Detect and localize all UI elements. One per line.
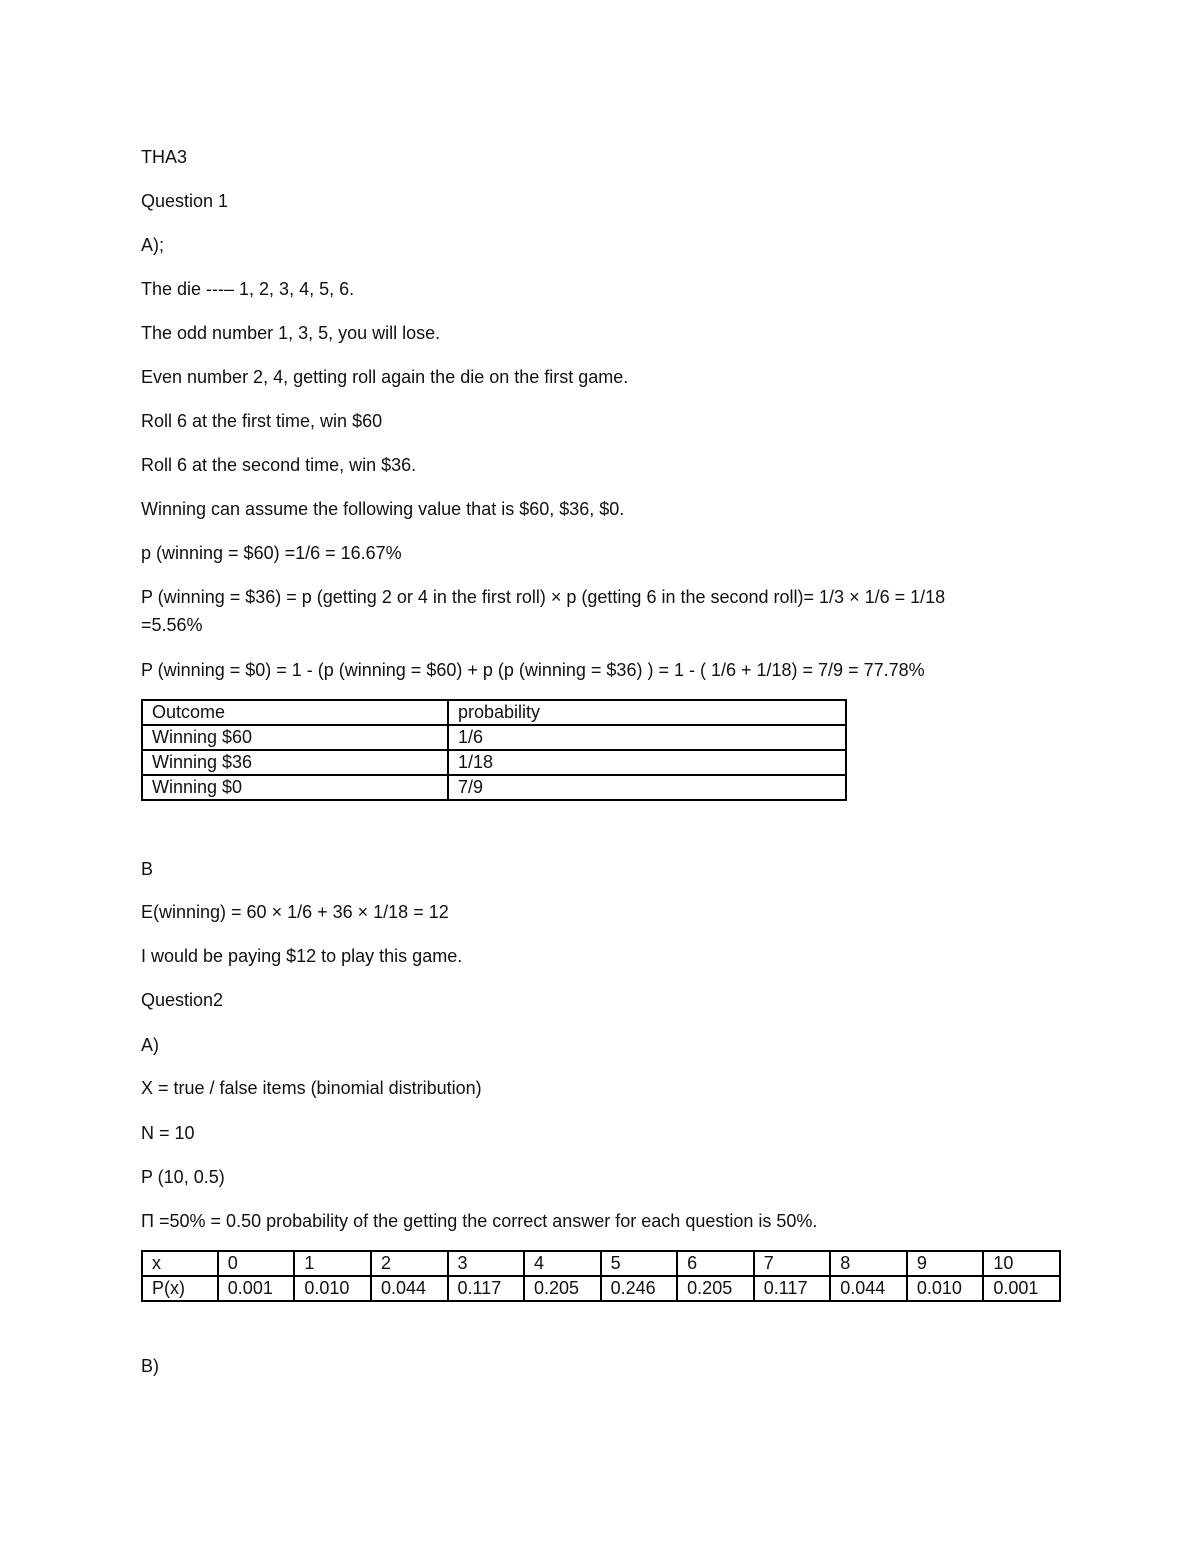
winning-values-line: Winning can assume the following value that is $60, $36, $0.: [141, 499, 625, 519]
table-cell: 7/9: [448, 775, 846, 800]
roll-first-line: Roll 6 at the first time, win $60: [141, 411, 383, 431]
pi-definition-line: Π =50% = 0.50 probability of the getting the correct answer for each question is 50%.: [141, 1211, 818, 1231]
odd-number-line: The odd number 1, 3, 5, you will lose.: [141, 323, 441, 343]
px-cell: 0.117: [448, 1276, 524, 1301]
die-line: The die ---– 1, 2, 3, 4, 5, 6.: [141, 279, 355, 299]
x-label-cell: x: [142, 1251, 218, 1276]
part-a-label: A);: [141, 235, 165, 255]
even-number-line: Even number 2, 4, getting roll again the die on the first game.: [141, 367, 629, 387]
px-cell: 0.001: [218, 1276, 295, 1301]
table-row: [142, 775, 846, 800]
px-cell: 0.117: [754, 1276, 830, 1301]
header-cell-probability: probability: [448, 700, 846, 725]
question-1-heading: Question 1: [141, 191, 229, 211]
x-cell: 6: [677, 1251, 754, 1276]
x-cell: 3: [448, 1251, 524, 1276]
x-definition-line: X = true / false items (binomial distribution): [141, 1078, 482, 1098]
table-cell: Winning $36: [142, 750, 448, 775]
x-cell: 8: [830, 1251, 907, 1276]
table-row: [142, 725, 846, 750]
q2-part-a-label: A): [141, 1035, 159, 1055]
question-2-heading: Question2: [141, 990, 224, 1010]
p60-line: p (winning = $60) =1/6 = 16.67%: [141, 543, 402, 563]
part-b-label: B: [141, 859, 154, 879]
x-cell: 5: [601, 1251, 678, 1276]
p-definition-line: P (10, 0.5): [141, 1167, 225, 1187]
header-cell-outcome: Outcome: [142, 700, 448, 725]
doc-title: THA3: [141, 147, 188, 167]
paying-line: I would be paying $12 to play this game.: [141, 946, 463, 966]
x-cell: 0: [218, 1251, 295, 1276]
x-cell: 7: [754, 1251, 830, 1276]
table-row: [142, 750, 846, 775]
expectation-line: E(winning) = 60 × 1/6 + 36 × 1/18 = 12: [141, 902, 449, 922]
q2-part-b-label: B): [141, 1356, 159, 1376]
table-header-row: [142, 700, 846, 725]
px-label-cell: P(x): [142, 1276, 218, 1301]
px-cell: 0.246: [601, 1276, 678, 1301]
binomial-distribution-table: [141, 1250, 1061, 1302]
px-cell: 0.205: [524, 1276, 601, 1301]
px-row: [142, 1276, 1060, 1301]
x-cell: 10: [983, 1251, 1060, 1276]
table-cell: Winning $60: [142, 725, 448, 750]
x-cell: 9: [907, 1251, 984, 1276]
px-cell: 0.044: [830, 1276, 907, 1301]
x-cell: 4: [524, 1251, 601, 1276]
x-row: [142, 1251, 1060, 1276]
table-cell: 1/18: [448, 750, 846, 775]
outcome-probability-table: [141, 699, 847, 801]
px-cell: 0.205: [677, 1276, 754, 1301]
px-cell: 0.001: [983, 1276, 1060, 1301]
p36-line: P (winning = $36) = p (getting 2 or 4 in the first roll) × p (getting 6 in the second roll)= 1/3 × 1/6 = 1/18: [141, 587, 946, 607]
px-cell: 0.010: [907, 1276, 984, 1301]
px-cell: 0.010: [294, 1276, 371, 1301]
x-cell: 1: [294, 1251, 371, 1276]
table-cell: 1/6: [448, 725, 846, 750]
roll-second-line: Roll 6 at the second time, win $36.: [141, 455, 417, 475]
px-cell: 0.044: [371, 1276, 448, 1301]
p0-line: P (winning = $0) = 1 - (p (winning = $60) + p (p (winning = $36) ) = 1 - ( 1/6 + 1/18) = 7/9 = 77.78%: [141, 660, 925, 680]
n-definition-line: N = 10: [141, 1123, 195, 1143]
x-cell: 2: [371, 1251, 448, 1276]
p36-line-continued: =5.56%: [141, 615, 203, 635]
table-cell: Winning $0: [142, 775, 448, 800]
